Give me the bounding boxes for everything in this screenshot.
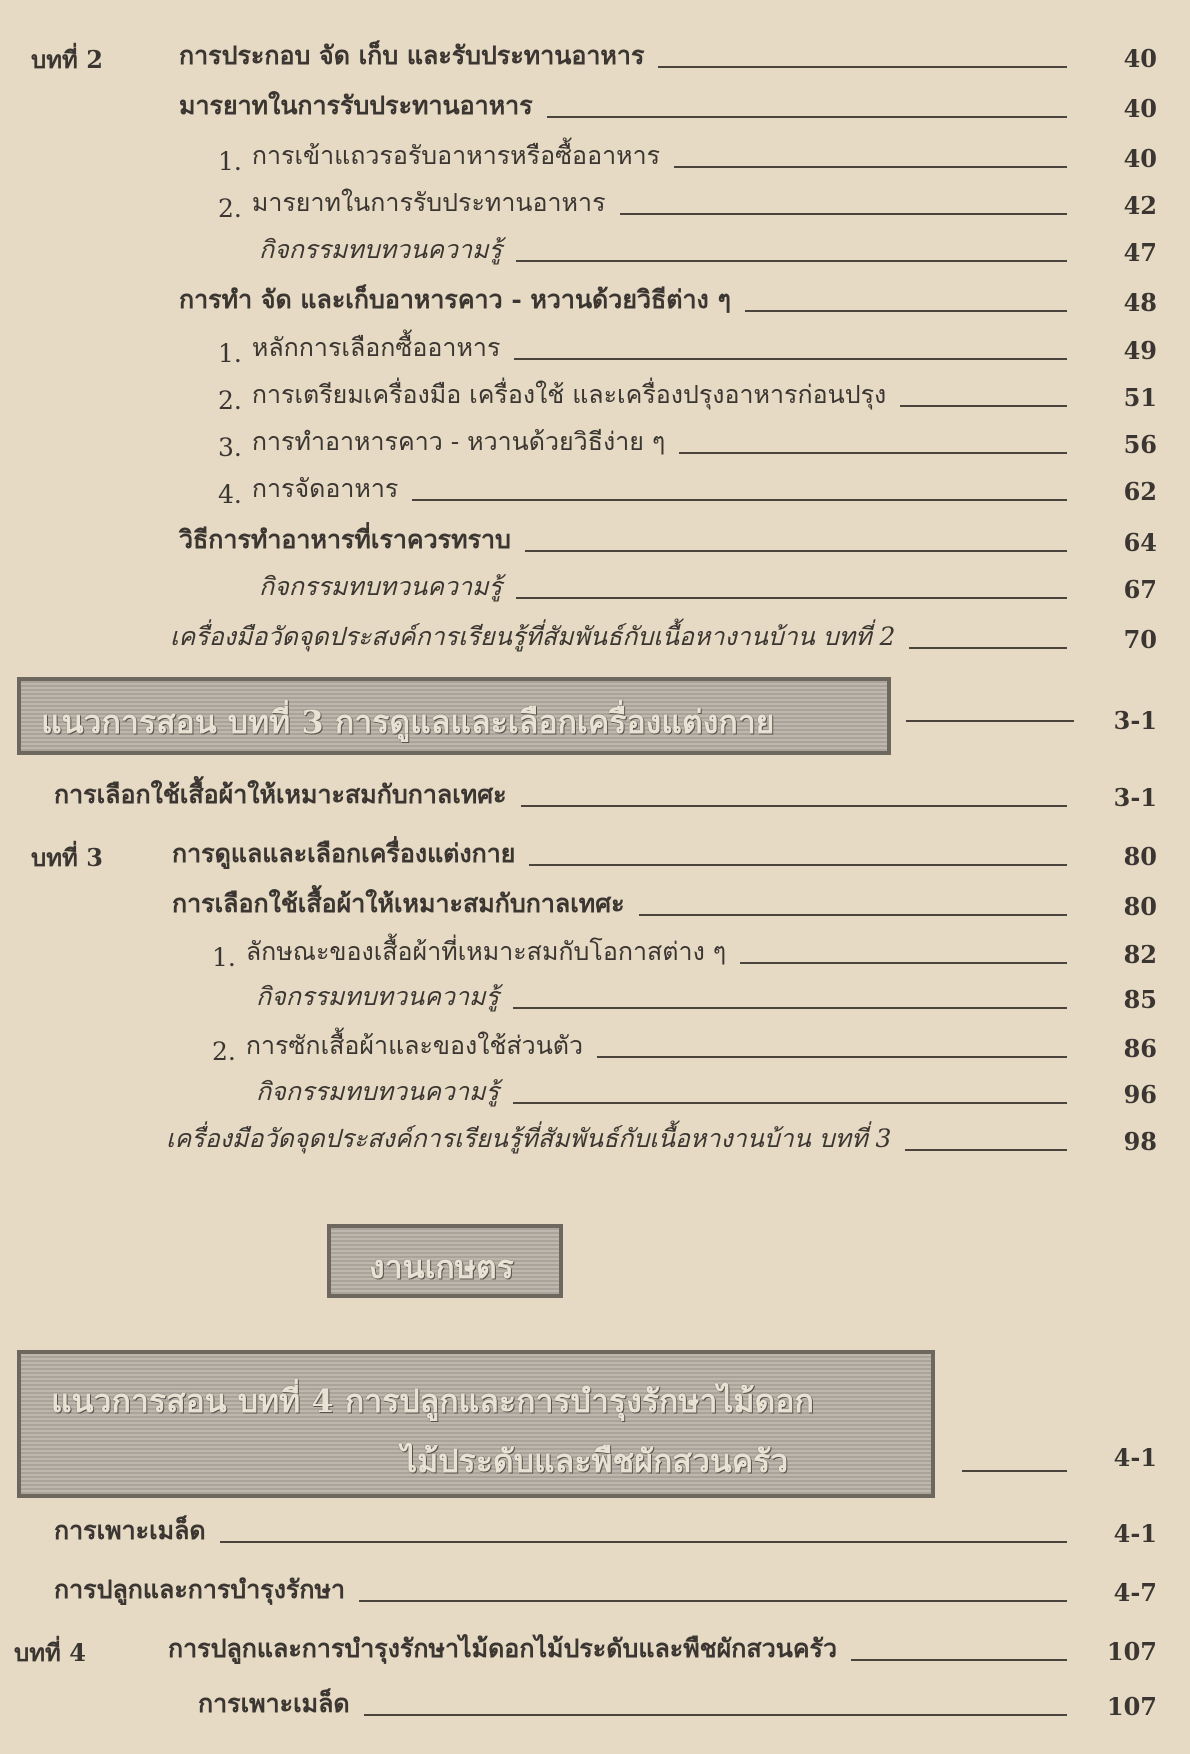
teaching-guide-4-banner	[17, 1350, 935, 1498]
entry-title: การเข้าแถวรอรับอาหารหรือซื้ออาหาร	[251, 141, 661, 170]
entry-title: การซักเสื้อผ้าและของใช้ส่วนตัว	[245, 1031, 584, 1060]
toc-entry	[259, 234, 1075, 270]
entry-title: กิจกรรมทบทวนความรู้	[256, 1077, 499, 1106]
entry-title: การทำ จัด และเก็บอาหารคาว - หวานด้วยวิธีต่าง ๆ	[179, 285, 731, 314]
entry-title: กิจกรรมทบทวนความรู้	[259, 572, 502, 601]
leader-line	[513, 1007, 1067, 1009]
chapter-label: บทที่ 4	[14, 1638, 86, 1667]
leader-line	[962, 1450, 1067, 1472]
entry-number: 1.	[212, 943, 236, 972]
toc-entry	[212, 936, 1075, 972]
toc-entry	[256, 981, 1075, 1017]
leader-line	[658, 66, 1067, 68]
page-number: 85	[1123, 985, 1157, 1014]
page-number: 107	[1106, 1637, 1157, 1666]
page-number: 4-1	[1113, 1443, 1157, 1472]
leader-line	[525, 550, 1067, 552]
page-number: 86	[1123, 1034, 1157, 1063]
page-number: 80	[1123, 842, 1157, 871]
toc-entry	[256, 1076, 1075, 1112]
leader-line	[745, 310, 1067, 312]
toc-entry	[218, 379, 1075, 415]
leader-line	[620, 213, 1068, 215]
toc-entry	[170, 621, 1075, 657]
toc-entry	[179, 40, 1075, 76]
entry-number: 3.	[218, 433, 242, 462]
toc-entry	[172, 838, 1075, 874]
toc-entry	[212, 1030, 1075, 1066]
leader-line	[740, 962, 1067, 964]
section-heading-banner	[327, 1224, 563, 1298]
entry-title: การเพาะเมล็ด	[198, 1689, 350, 1718]
entry-title: การปลูกและการบำรุงรักษาไม้ดอกไม้ประดับและพืชผักสวนครัว	[168, 1634, 838, 1663]
leader-line	[547, 116, 1067, 118]
toc-entry	[179, 524, 1075, 560]
toc-entry	[218, 140, 1075, 176]
entry-title: กิจกรรมทบทวนความรู้	[256, 982, 499, 1011]
page-number: 98	[1123, 1127, 1157, 1156]
leader-line	[909, 647, 1067, 649]
page-number: 48	[1123, 288, 1157, 317]
toc-entry	[54, 1515, 1075, 1551]
leader-line	[514, 358, 1067, 360]
entry-number: 2.	[218, 386, 242, 415]
banner-title-line2: ไม้ประดับและพืชผักสวนครัว	[401, 1442, 789, 1480]
entry-number: 1.	[218, 339, 242, 368]
page-number: 40	[1123, 94, 1157, 123]
page-number: 67	[1123, 575, 1157, 604]
page-number: 51	[1123, 383, 1157, 412]
toc-entry	[218, 426, 1075, 462]
entry-title: มารยาทในการรับประทานอาหาร	[251, 188, 606, 217]
entry-title: การเลือกใช้เสื้อผ้าให้เหมาะสมกับกาลเทศะ	[54, 780, 507, 809]
leader-line	[906, 700, 1074, 722]
toc-entry	[259, 571, 1075, 607]
leader-line	[529, 864, 1067, 866]
toc-entry	[218, 187, 1075, 223]
toc-entry	[172, 888, 1075, 924]
leader-line	[851, 1659, 1067, 1661]
entry-number: 1.	[218, 147, 242, 176]
toc-entry	[218, 332, 1075, 368]
banner-title-line1: แนวการสอน บทที่ 4 การปลูกและการบำรุงรักษาไม้ดอก	[51, 1382, 814, 1420]
entry-number: 4.	[218, 480, 242, 509]
entry-number: 2.	[218, 194, 242, 223]
entry-title: มารยาทในการรับประทานอาหาร	[179, 91, 533, 120]
entry-title: การทำอาหารคาว - หวานด้วยวิธีง่าย ๆ	[251, 427, 666, 456]
page-number: 62	[1123, 477, 1157, 506]
leader-line	[516, 260, 1067, 262]
page-number: 40	[1123, 44, 1157, 73]
entry-title: การดูแลและเลือกเครื่องแต่งกาย	[172, 839, 516, 868]
toc-entry	[179, 284, 1075, 320]
leader-line	[900, 405, 1067, 407]
page-number: 82	[1123, 940, 1157, 969]
page-number: 70	[1123, 625, 1157, 654]
leader-line	[679, 452, 1067, 454]
toc-entry	[166, 1123, 1075, 1159]
page-number: 4-7	[1113, 1578, 1157, 1607]
toc-entry	[198, 1688, 1075, 1724]
entry-title: การเลือกใช้เสื้อผ้าให้เหมาะสมกับกาลเทศะ	[172, 889, 625, 918]
leader-line	[513, 1102, 1067, 1104]
page-number: 64	[1123, 528, 1157, 557]
entry-title: การจัดอาหาร	[251, 474, 399, 503]
page-number: 47	[1123, 238, 1157, 267]
entry-title: การปลูกและการบำรุงรักษา	[54, 1575, 346, 1604]
page-number: 80	[1123, 892, 1157, 921]
entry-title: เครื่องมือวัดจุดประสงค์การเรียนรู้ที่สัมพันธ์กับเนื้อหางานบ้าน บทที่ 2	[170, 622, 896, 651]
entry-title: วิธีการทำอาหารที่เราควรทราบ	[179, 525, 511, 554]
page-number: 42	[1123, 191, 1157, 220]
leader-line	[639, 914, 1067, 916]
page-number: 3-1	[1113, 706, 1157, 735]
entry-number: 2.	[212, 1037, 236, 1066]
page-number: 40	[1123, 144, 1157, 173]
leader-line	[364, 1714, 1067, 1716]
entry-title: ลักษณะของเสื้อผ้าที่เหมาะสมกับโอกาสต่าง ๆ	[245, 937, 727, 966]
page-number: 107	[1106, 1692, 1157, 1721]
banner-title: แนวการสอน บทที่ 3 การดูแลและเลือกเครื่องแต่งกาย	[41, 703, 775, 741]
toc-entry	[54, 1574, 1075, 1610]
entry-title: การเพาะเมล็ด	[54, 1516, 206, 1545]
leader-line	[412, 499, 1067, 501]
teaching-guide-3-banner	[17, 677, 891, 755]
entry-title: เครื่องมือวัดจุดประสงค์การเรียนรู้ที่สัมพันธ์กับเนื้อหางานบ้าน บทที่ 3	[166, 1124, 892, 1153]
toc-entry	[218, 473, 1075, 509]
page-number: 96	[1123, 1080, 1157, 1109]
toc-entry	[168, 1633, 1075, 1669]
leader-line	[220, 1541, 1067, 1543]
entry-title: หลักการเลือกซื้ออาหาร	[251, 333, 501, 362]
page-number: 4-1	[1113, 1519, 1157, 1548]
leader-line	[516, 597, 1067, 599]
toc-entry	[179, 90, 1075, 126]
leader-line	[905, 1149, 1067, 1151]
section-heading: งานเกษตร	[369, 1248, 514, 1286]
leader-line	[359, 1600, 1067, 1602]
leader-line	[597, 1056, 1067, 1058]
page-number: 56	[1123, 430, 1157, 459]
chapter-label: บทที่ 3	[31, 843, 103, 872]
leader-line	[521, 805, 1067, 807]
chapter-label: บทที่ 2	[31, 45, 103, 74]
leader-line	[674, 166, 1067, 168]
page-number: 49	[1123, 336, 1157, 365]
entry-title: กิจกรรมทบทวนความรู้	[259, 235, 502, 264]
toc-entry	[54, 779, 1075, 815]
page-number: 3-1	[1113, 783, 1157, 812]
entry-title: การเตรียมเครื่องมือ เครื่องใช้ และเครื่องปรุงอาหารก่อนปรุง	[251, 380, 887, 409]
entry-title: การประกอบ จัด เก็บ และรับประทานอาหาร	[179, 41, 645, 70]
